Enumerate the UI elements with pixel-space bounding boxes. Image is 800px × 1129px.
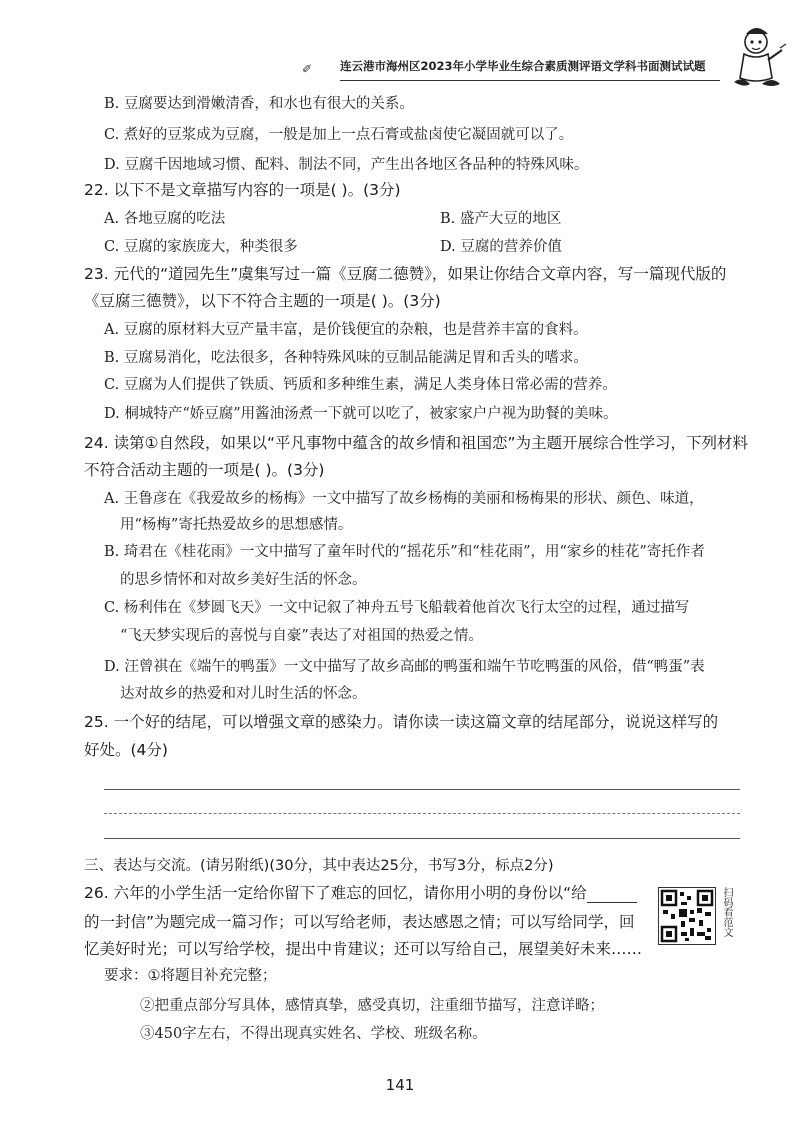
question-26-line3: 忆美好时光；可以写给学校，提出中肯建议；还可以写给自己，展望美好未来…… [84, 940, 643, 958]
question-25-line1: 25. 一个好的结尾，可以增强文章的感染力。请你读一读这篇文章的结尾部分，说说这样写的 [84, 713, 719, 731]
q24-option-c-line1: C. 杨利伟在《梦圆飞天》一文中记叙了神舟五号飞船载着他首次飞行太空的过程，通过描写 [104, 600, 690, 616]
question-26-line2: 的一封信”为题完成一篇习作；可以写给老师，表达感恩之情；可以写给同学，回 [84, 913, 635, 931]
requirement-1: 要求：①将题目补充完整； [104, 968, 277, 984]
section-3-title: 三、表达与交流。(请另附纸)(30分，其中表达25分，书写3分，标点2分) [84, 858, 554, 874]
q24-option-a-line1: A. 王鲁彦在《我爱故乡的杨梅》一文中描写了故乡杨梅的美丽和杨梅果的形状、颜色、味道， [104, 491, 704, 507]
q24-option-b-line1: B. 琦君在《桂花雨》一文中描写了童年时代的“摇花乐”和“桂花雨”，用“家乡的桂花”寄托作者 [104, 544, 705, 560]
q23-option-d: D. 桐城特产“娇豆腐”用酱油汤煮一下就可以吃了，被家家户户视为助餐的美味。 [104, 406, 618, 422]
header-title [300, 58, 730, 78]
question-26-line1-text: 26. 六年的小学生活一定给你留下了难忘的回忆，请你用小明的身份以“给 [84, 884, 587, 902]
q23-option-c: C. 豆腐为人们提供了铁质、钙质和多种维生素，满足人类身体日常必需的营养。 [104, 377, 617, 393]
header-rule [340, 80, 720, 81]
question-24-line1: 24. 读第①自然段，如果以“平凡事物中蕴含的故乡情和祖国恋”为主题开展综合性学习，下列材料 [84, 434, 749, 452]
qr-code-label: 扫码看范文 [721, 887, 732, 937]
q24-option-d-line2: 达对故乡的热爱和对儿时生活的怀念。 [120, 686, 367, 702]
question-25-line2: 好处。(4分) [84, 741, 168, 759]
question-22: 22. 以下不是文章描写内容的一项是( )。(3分) [84, 181, 401, 199]
answer-line-2[interactable] [104, 813, 740, 814]
requirement-3: ③450字左右，不得出现真实姓名、学校、班级名称。 [140, 1026, 487, 1042]
header-title-text: 连云港市海州区2023年小学毕业生综合素质测评语文学科书面测试试题 [340, 59, 706, 73]
q23-option-b: B. 豆腐易消化，吃法很多，各种特殊风味的豆制品能满足胃和舌头的嗜求。 [104, 350, 588, 366]
q21-option-b: B. 豆腐要达到滑嫩清香，和水也有很大的关系。 [104, 96, 414, 112]
q24-option-b-line2: 的思乡情怀和对故乡美好生活的怀念。 [120, 572, 367, 588]
page-number: 141 [385, 1076, 415, 1094]
letter-title-blank[interactable] [587, 888, 637, 903]
pen-icon: ✐ [302, 62, 313, 76]
mascot-illustration [728, 20, 788, 90]
q22-option-c: C. 豆腐的家族庞大，种类很多 [104, 239, 298, 255]
q22-option-d: D. 豆腐的营养价值 [440, 239, 562, 255]
q22-option-a: A. 各地豆腐的吃法 [104, 211, 226, 227]
answer-line-3[interactable] [104, 838, 740, 839]
qr-code-icon[interactable] [658, 887, 716, 945]
q21-option-d: D. 豆腐千因地域习惯、配料、制法不同，产生出各地区各品种的特殊风味。 [104, 157, 589, 173]
question-26-line1 [84, 883, 637, 903]
question-23-line2: 《豆腐三德赞》，以下不符合主题的一项是( )。(3分) [84, 292, 441, 310]
q24-option-a-line2: 用“杨梅”寄托热爱故乡的思想感情。 [120, 517, 353, 533]
q21-option-c: C. 煮好的豆浆成为豆腐，一般是加上一点石膏或盐卤使它凝固就可以了。 [104, 127, 574, 143]
q24-option-c-line2: “飞天梦实现后的喜悦与自豪”表达了对祖国的热爱之情。 [120, 628, 483, 644]
q22-option-b: B. 盛产大豆的地区 [440, 211, 562, 227]
question-23-line1: 23. 元代的“道园先生”虞集写过一篇《豆腐二德赞》，如果让你结合文章内容，写一篇现代版的 [84, 265, 727, 283]
question-24-line2: 不符合活动主题的一项是( )。(3分) [84, 461, 325, 479]
requirement-2: ②把重点部分写具体，感情真挚，感受真切，注重细节描写，注意详略； [140, 998, 604, 1014]
answer-line-1[interactable] [104, 789, 740, 790]
q24-option-d-line1: D. 汪曾祺在《端午的鸭蛋》一文中描写了故乡高邮的鸭蛋和端午节吃鸭蛋的风俗，借“鸭蛋”表 [104, 659, 705, 675]
q23-option-a: A. 豆腐的原材料大豆产量丰富，是价钱便宜的杂粮，也是营养丰富的食料。 [104, 322, 588, 338]
